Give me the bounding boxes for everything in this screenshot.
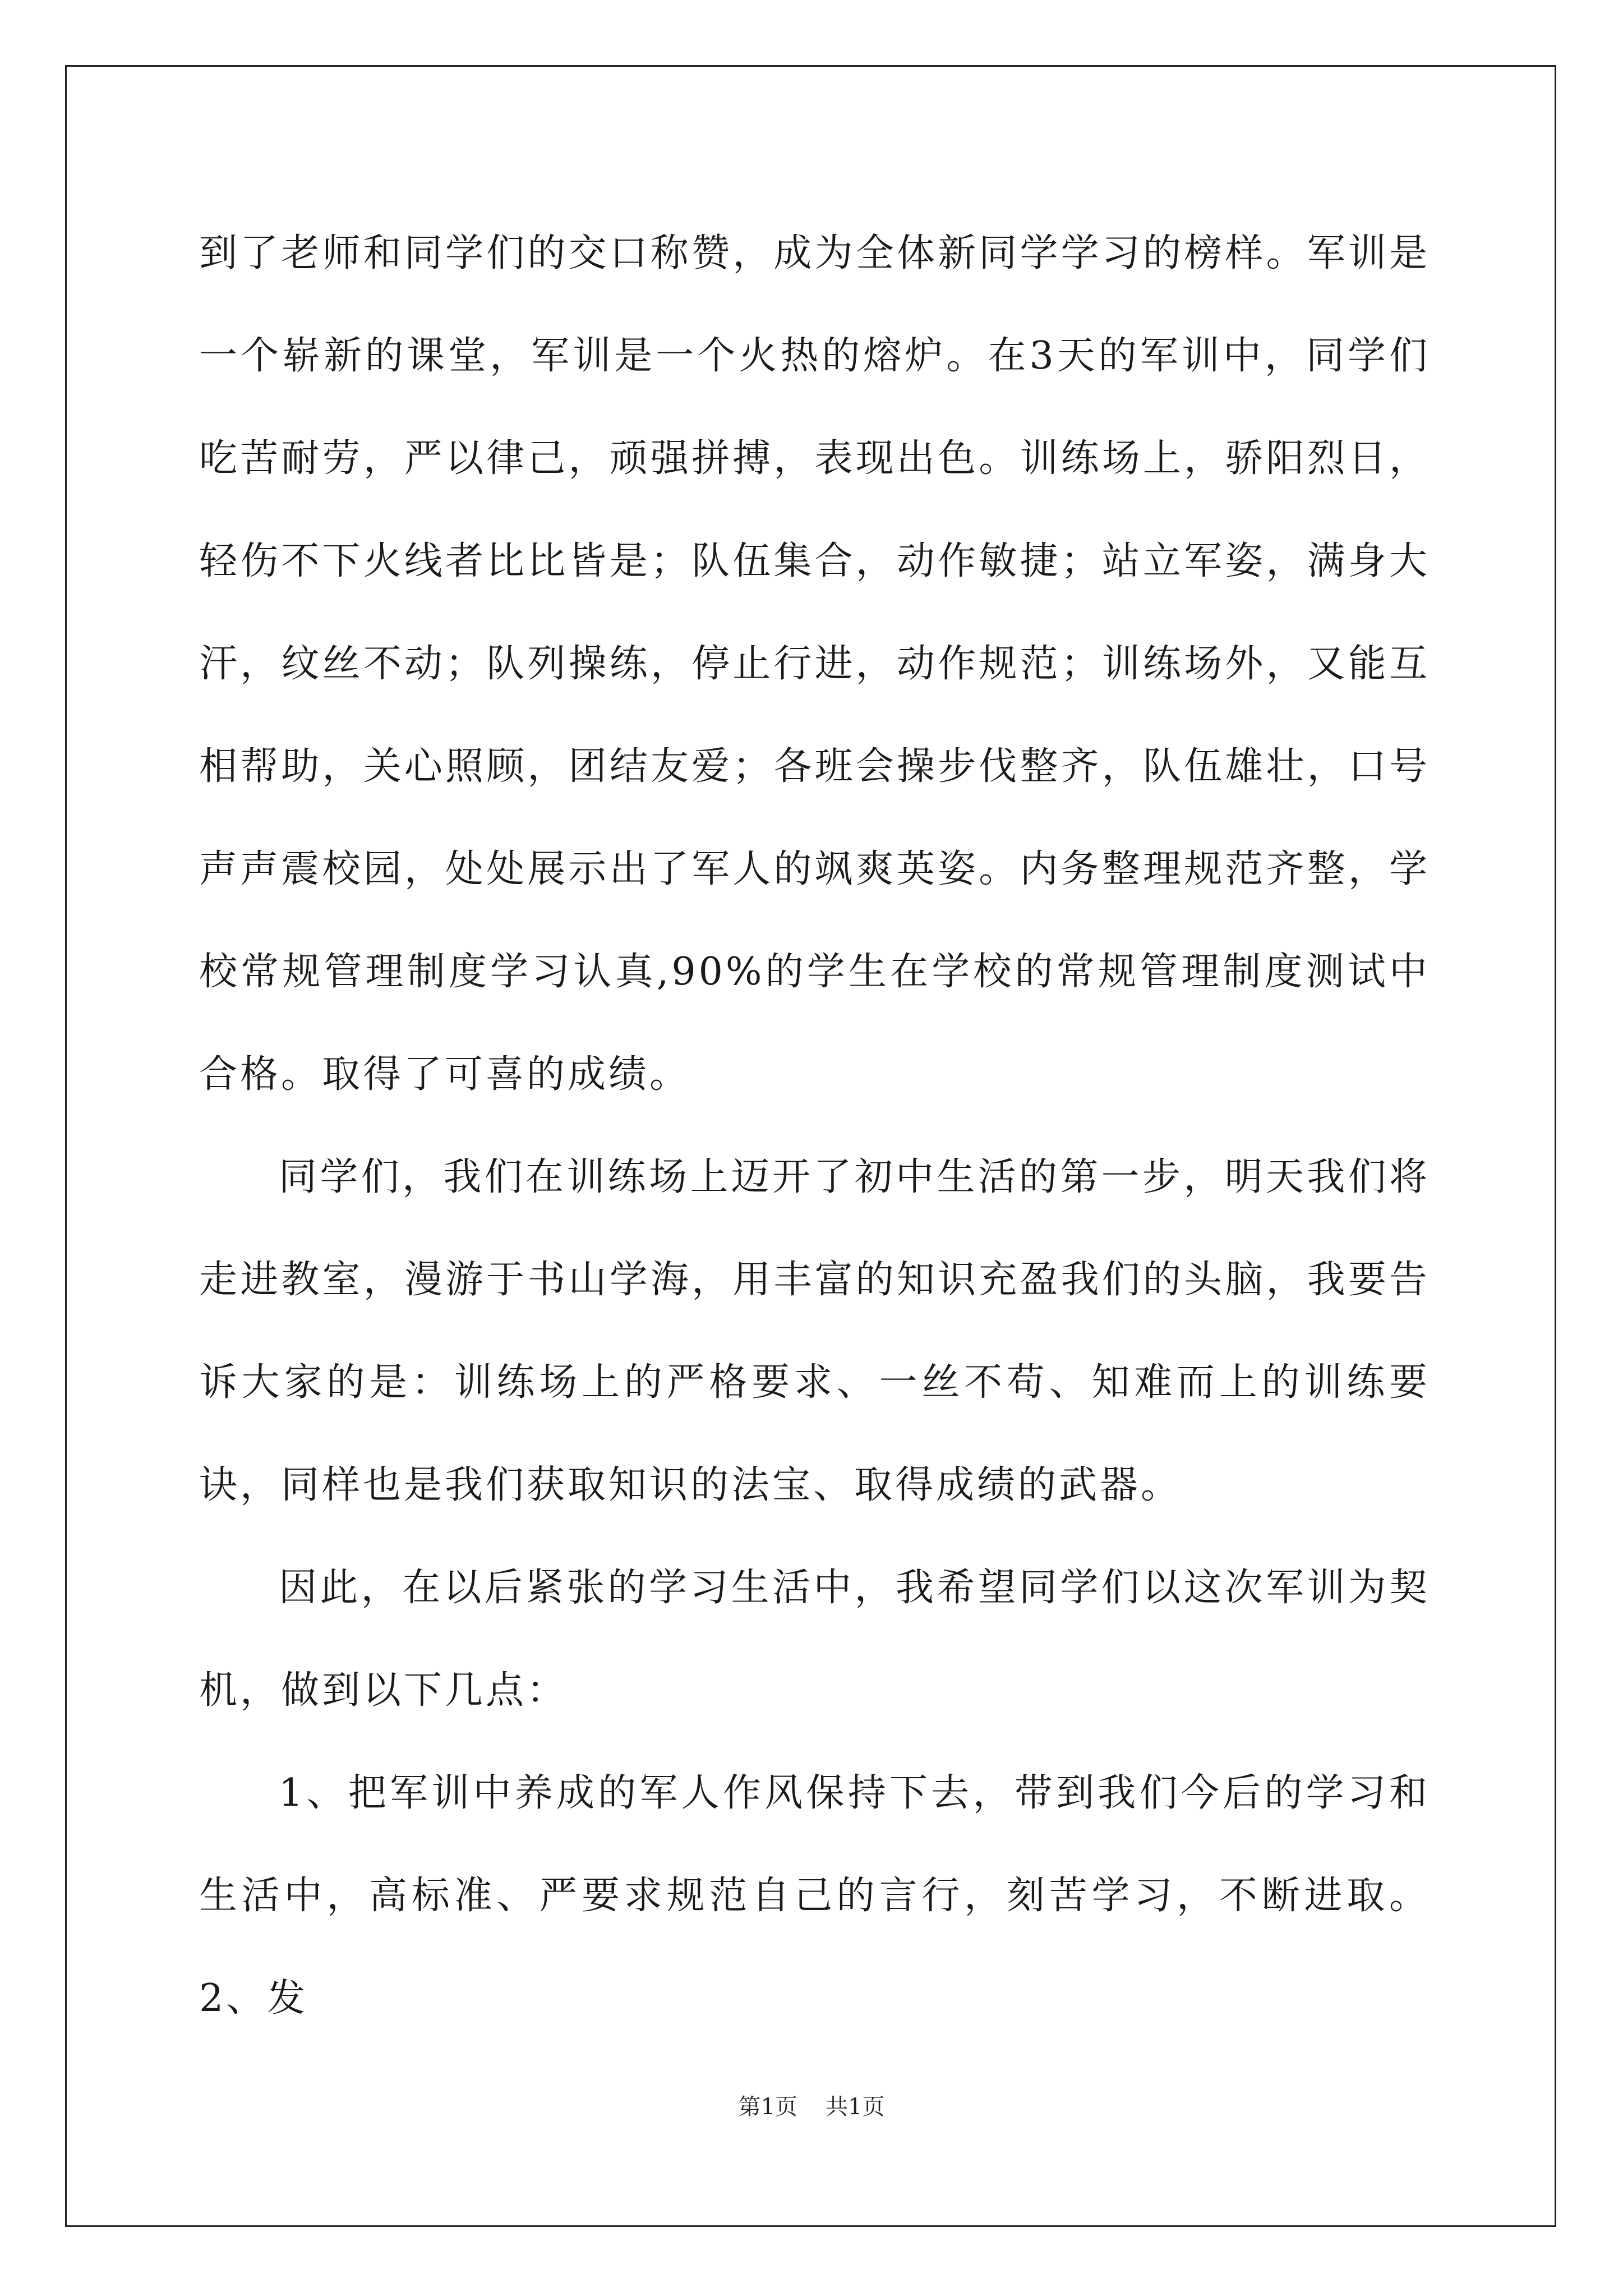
page-number: 第1页 xyxy=(738,2094,797,2120)
paragraph-continued: 到了老师和同学们的交口称赞，成为全体新同学学习的榜样。军训是一个崭新的课堂，军训是一个火热的熔炉。在3天的军训中，同学们吃苦耐劳，严以律己，顽强拼搏，表现出色。训练场上，骄阳烈日，轻伤不下火线者比比皆是；队伍集合，动作敏捷；站立军姿，满身大汗，纹丝不动；队列操练，停止行进，动作规范；训练场外，又能互相帮助，关心照顾，团结友爱；各班会操步伐整齐，队伍雄壮，口号声声震校园，处处展示出了军人的飒爽英姿。内务整理规范齐整，学校常规管理制度学习认真,90%的学生在学校的常规管理制度测试中合格。取得了可喜的成绩。 xyxy=(199,231,1430,1097)
paragraph-students: 同学们，我们在训练场上迈开了初中生活的第一步，明天我们将走进教室，漫游于书山学海，用丰富的知识充盈我们的头脑，我要告诉大家的是：训练场上的严格要求、一丝不苟、知难而上的训练要诀，同样也是我们获取知识的法宝、取得成绩的武器。 xyxy=(199,1155,1430,1507)
paragraph-point-one: 1、把军训中养成的军人作风保持下去，带到我们今后的学习和生活中，高标准、严要求规范自己的言行，刻苦学习，不断进取。2、发 xyxy=(199,1771,1430,2021)
document-body xyxy=(199,202,1430,2050)
page-footer xyxy=(0,2091,1623,2123)
paragraph-therefore: 因此，在以后紧张的学习生活中，我希望同学们以这次军训为契机，做到以下几点： xyxy=(199,1566,1430,1713)
page-total: 共1页 xyxy=(826,2094,885,2120)
